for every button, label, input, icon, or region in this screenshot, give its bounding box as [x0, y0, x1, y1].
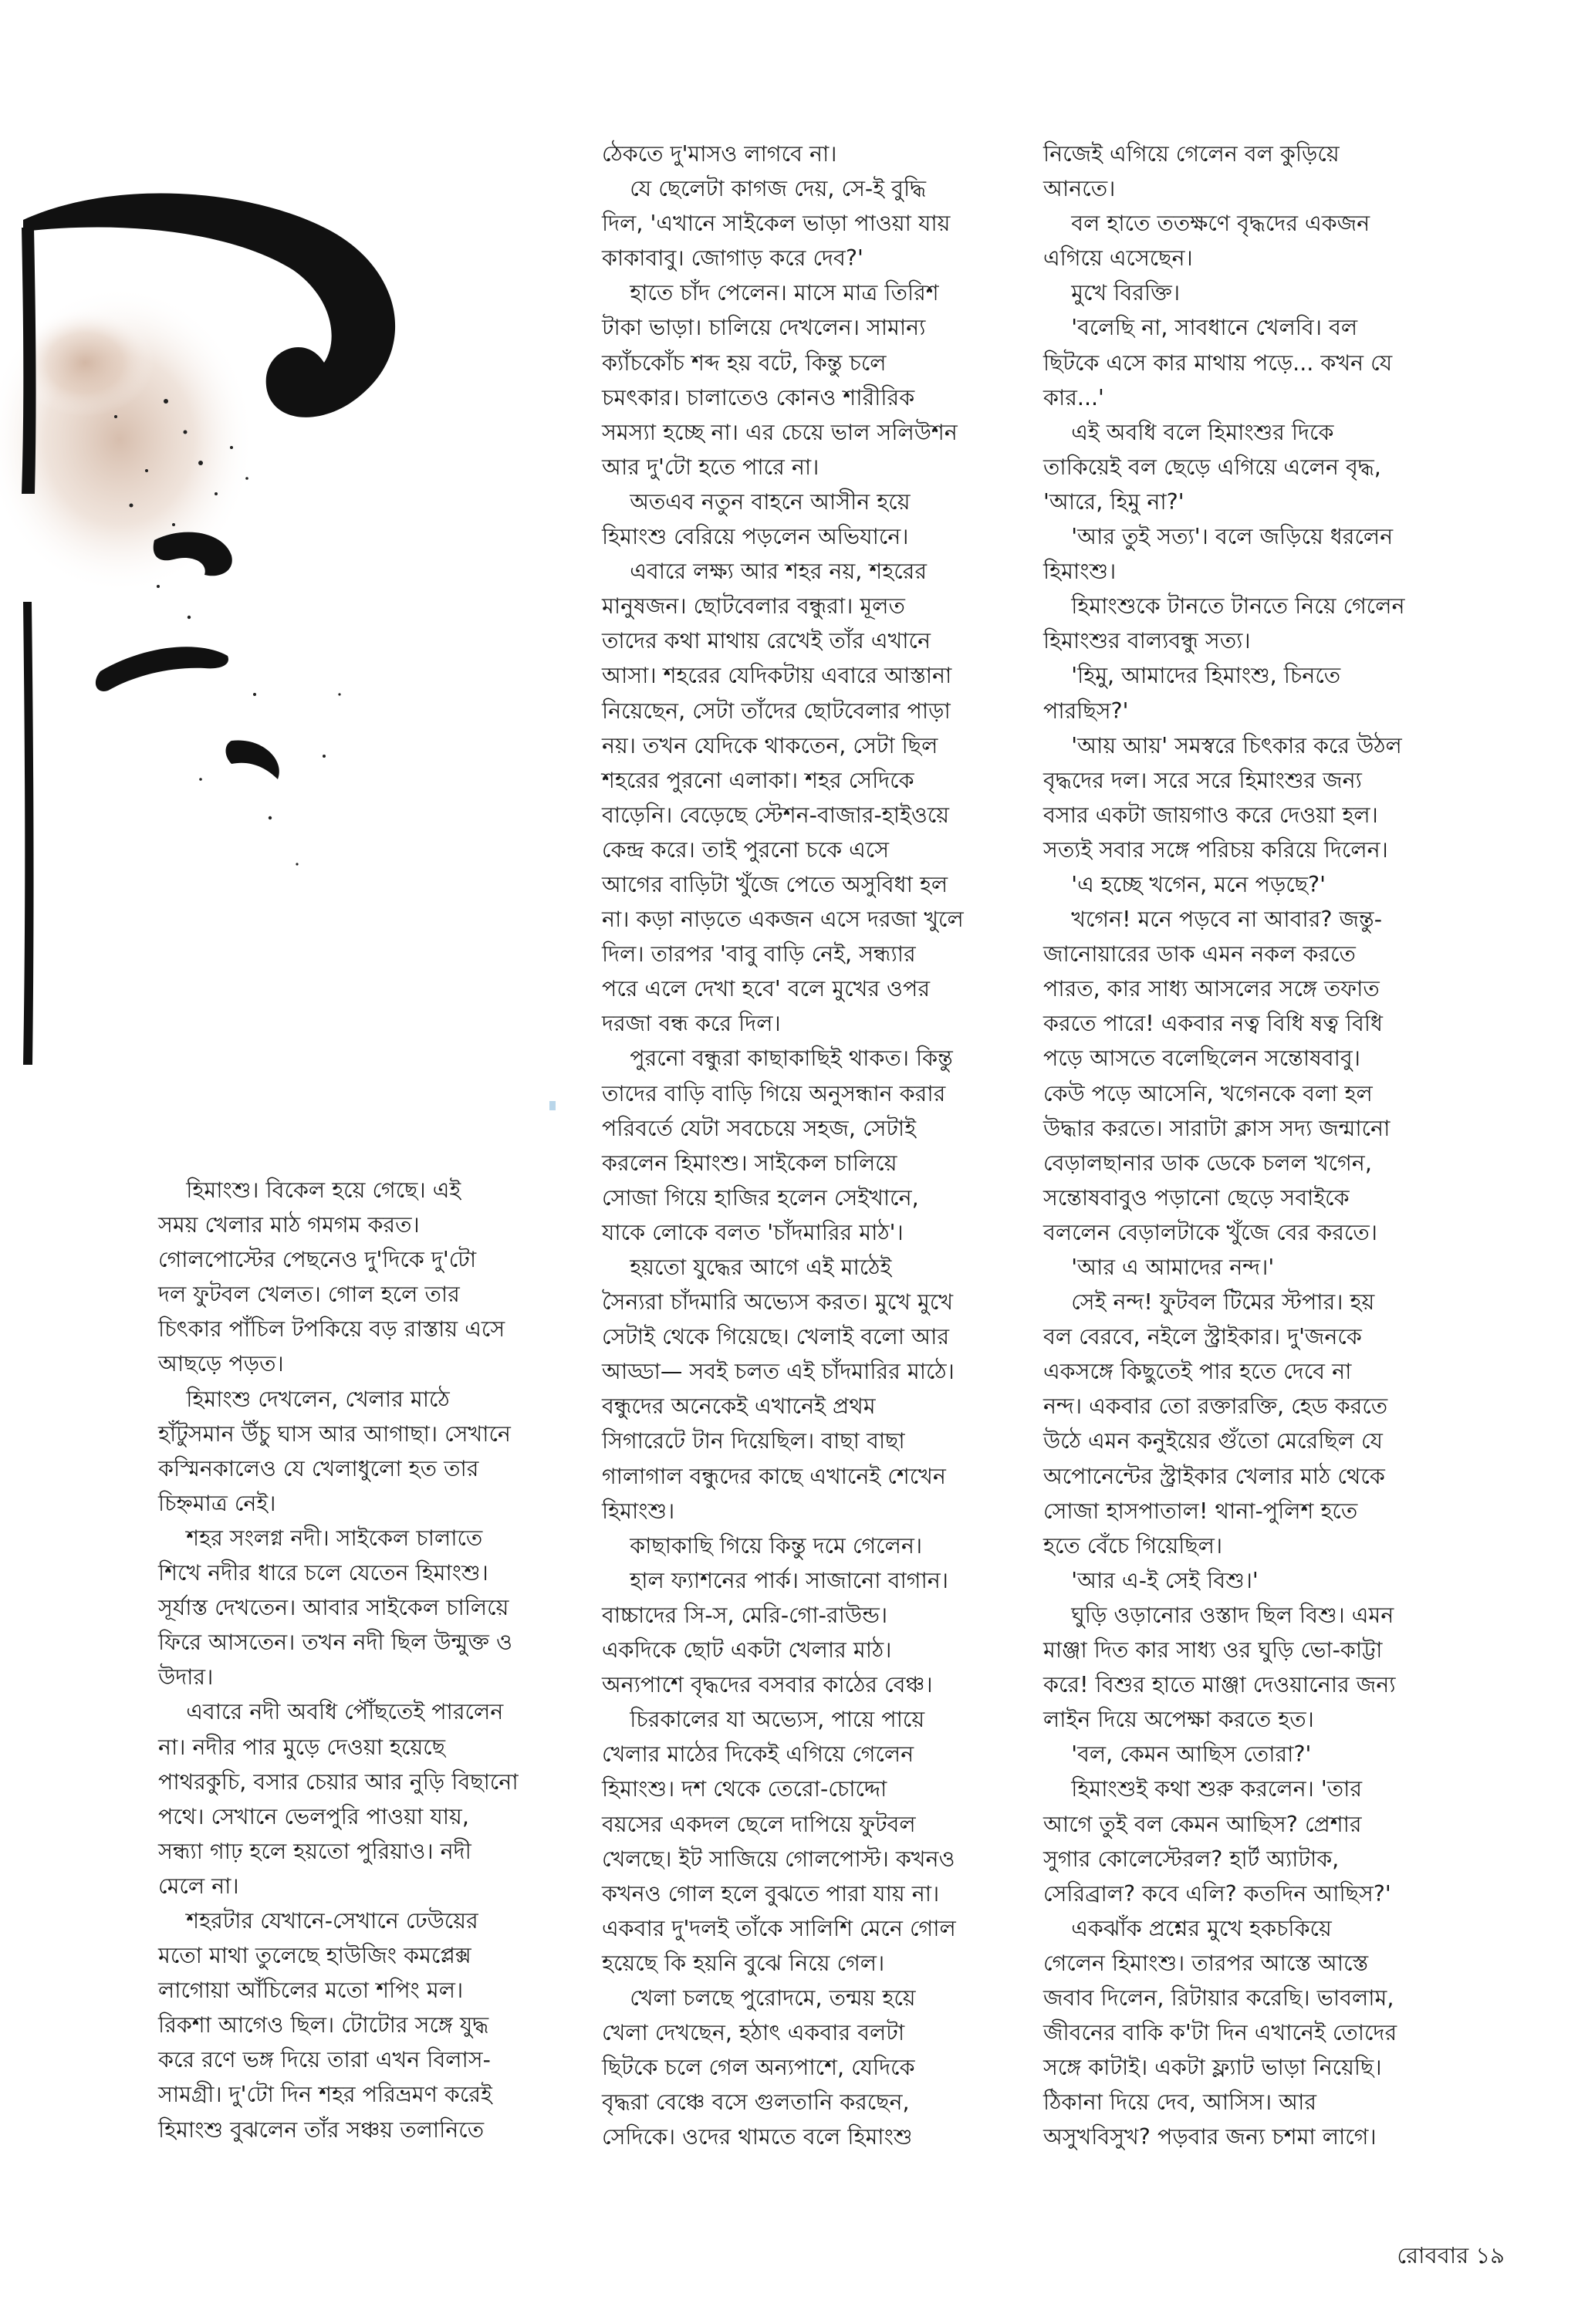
text-line: বাচ্চাদের সি-স, মেরি-গো-রাউন্ড।	[602, 1602, 888, 1628]
text-line: খেলা চলছে পুরোদমে, তন্ময় হয়ে	[602, 1985, 916, 2011]
article-column-2	[602, 137, 1034, 2154]
text-line: সমস্যা হচ্ছে না। এর চেয়ে ভাল সলিউশন	[602, 419, 958, 445]
text-line: দল ফুটবল খেলত। গোল হলে তার	[158, 1282, 460, 1308]
text-line: বেড়ালছানার ডাক ডেকে চলল খগেন,	[1043, 1150, 1372, 1176]
text-line: সূর্যাস্ত দেখতেন। আবার সাইকেল চালিয়ে	[158, 1595, 509, 1621]
text-line: কাছাকাছি গিয়ে কিন্তু দমে গেলেন।	[602, 1532, 923, 1559]
text-line: সুগার কোলেস্টেরল? হার্ট অ্যাটাক,	[1043, 1846, 1340, 1872]
text-line: বয়সের একদল ছেলে দাপিয়ে ফুটবল	[602, 1811, 916, 1837]
text-line: 'এ হচ্ছে খগেন, মনে পড়ছে?'	[1043, 871, 1326, 897]
text-line: তাদের কথা মাথায় রেখেই তাঁর এখানে	[602, 628, 931, 654]
text-line: একসঙ্গে কিছুতেই পার হতে দেবে না	[1043, 1359, 1352, 1385]
text-line: অন্যপাশে বৃদ্ধদের বসবার কাঠের বেঞ্চ।	[602, 1672, 933, 1698]
text-line: সৈন্যরা চাঁদমারি অভ্যেস করত। মুখে মুখে	[602, 1289, 954, 1316]
text-line: রিকশা আগেও ছিল। টোটোর সঙ্গে যুদ্ধ	[158, 2012, 489, 2039]
text-line: যে ছেলেটা কাগজ দেয়, সে-ই বুদ্ধি	[602, 176, 927, 202]
text-line: সেরিব্রাল? কবে এলি? কতদিন আছিস?'	[1043, 1880, 1391, 1907]
text-line: টাকা ভাড়া। চালিয়ে দেখলেন। সামান্য	[602, 315, 926, 341]
text-line: এগিয়ে এসেছেন।	[1043, 245, 1193, 272]
text-line: আসা। শহরের যেদিকটায় এবারে আস্তানা	[602, 663, 952, 689]
text-line: এবারে নদী অবধি পৌঁছতেই পারলেন	[158, 1699, 504, 1725]
text-line: সোজা হাসপাতাল! থানা-পুলিশ হতে	[1043, 1498, 1358, 1524]
text-line: তাদের বাড়ি বাড়ি গিয়ে অনুসন্ধান করার	[602, 1080, 946, 1106]
text-line: পাথরকুচি, বসার চেয়ার আর নুড়ি বিছানো	[158, 1768, 519, 1795]
text-line: মুখে বিরক্তি।	[1043, 280, 1181, 306]
text-line: সন্ধ্যা গাঢ় হলে হয়তো পুরিয়াও। নদী	[158, 1838, 471, 1864]
text-line: জীবনের বাকি ক'টা দিন এখানেই তোদের	[1043, 2020, 1397, 2046]
text-line: সঙ্গে কাটাই। একটা ফ্ল্যাট ভাড়া নিয়েছি।	[1043, 2055, 1382, 2081]
text-line: মেলে না।	[158, 1873, 239, 1899]
text-line: নিজেই এগিয়ে গেলেন বল কুড়িয়ে	[1043, 141, 1340, 167]
decorative-brush-art	[0, 0, 586, 1157]
text-line: 'আরে, হিমু না?'	[1043, 488, 1184, 515]
text-line: সত্যই সবার সঙ্গে পরিচয় করিয়ে দিলেন।	[1043, 836, 1388, 863]
text-line: উদ্ধার করতে। সারাটা ক্লাস সদ্য জন্মানো	[1043, 1115, 1391, 1141]
text-line: হাল ফ্যাশনের পার্ক। সাজানো বাগান।	[602, 1567, 948, 1593]
text-line: না। কড়া নাড়তে একজন এসে দরজা খুলে	[602, 907, 964, 933]
text-line: সেই নন্দ! ফুটবল টিমের স্টপার। হয়	[1043, 1289, 1375, 1316]
text-line: হিমাংশু।	[602, 1498, 675, 1524]
text-line: 'বল, কেমন আছিস তোরা?'	[1043, 1741, 1312, 1768]
text-line: বল হাতে ততক্ষণে বৃদ্ধদের একজন	[1043, 211, 1370, 237]
text-line: হিমাংশু বুঝলেন তাঁর সঞ্চয় তলানিতে	[158, 2116, 485, 2143]
text-line: পুরনো বন্ধুরা কাছাকাছিই থাকত। কিন্তু	[602, 1045, 953, 1072]
text-line: 'আর এ-ই সেই বিশু।'	[1043, 1567, 1259, 1593]
text-line: 'আর তুই সত্য'। বলে জড়িয়ে ধরলেন	[1043, 524, 1394, 550]
text-line: শহর সংলগ্ন নদী। সাইকেল চালাতে	[158, 1525, 483, 1551]
text-line: হাতে চাঁদ পেলেন। মাসে মাত্র তিরিশ	[602, 280, 939, 306]
text-line: কস্মিনকালেও যে খেলাধুলো হত তার	[158, 1455, 479, 1481]
text-line: মানুষজন। ছোটবেলার বন্ধুরা। মূলত	[602, 593, 905, 620]
text-line: বৃদ্ধদের দল। সরে সরে হিমাংশুর জন্য	[1043, 767, 1362, 793]
text-line: খেলার মাঠের দিকেই এগিয়ে গেলেন	[602, 1741, 914, 1768]
text-line: হতে বেঁচে গিয়েছিল।	[1043, 1532, 1223, 1559]
text-line: হিমাংশু। দশ থেকে তেরো-চোদ্দো	[602, 1776, 887, 1802]
text-line: সিগারেটে টান দিয়েছিল। বাছা বাছা	[602, 1428, 905, 1454]
text-line: আছড়ে পড়ত।	[158, 1351, 284, 1377]
text-line: হিমাংশু দেখলেন, খেলার মাঠে	[158, 1386, 450, 1412]
text-line: ঠেকতে দু'মাসও লাগবে না।	[602, 141, 837, 167]
text-line: করতে পারে! একবার নত্ব বিধি ষত্ব বিধি	[1043, 1011, 1383, 1037]
text-line: জবাব দিলেন, রিটায়ার করেছি। ভাবলাম,	[1043, 1985, 1394, 2011]
text-line: লাইন দিয়ে অপেক্ষা করতে হত।	[1043, 1707, 1314, 1733]
text-line: অতএব নতুন বাহনে আসীন হয়ে	[602, 488, 911, 515]
text-line: একবার দু'দলই তাঁকে সালিশি মেনে গোল	[602, 1915, 956, 1941]
text-line: লাগোয়া আঁচিলের মতো শপিং মল।	[158, 1978, 464, 2004]
text-line: গেলেন হিমাংশু। তারপর আস্তে আস্তে	[1043, 1950, 1369, 1976]
text-line: এই অবধি বলে হিমাংশুর দিকে	[1043, 419, 1334, 445]
text-line: খগেন! মনে পড়বে না আবার? জন্তু-	[1043, 907, 1382, 933]
text-line: চিহ্নমাত্র নেই।	[158, 1490, 276, 1516]
text-line: চমৎকার। চালাতেও কোনও শারীরিক	[602, 384, 915, 410]
text-line: পথে। সেখানে ভেলপুরি পাওয়া যায়,	[158, 1803, 469, 1829]
text-line: কার...'	[1043, 384, 1104, 410]
text-line: উঠে এমন কনুইয়ের গুঁতো মেরেছিল যে	[1043, 1428, 1383, 1454]
text-line: করে! বিশুর হাতে মাঞ্জা দেওয়ানোর জন্য	[1043, 1672, 1396, 1698]
text-line: ঘুড়ি ওড়ানোর ওস্তাদ ছিল বিশু। এমন	[1043, 1602, 1394, 1628]
text-line: সোজা গিয়ে হাজির হলেন সেইখানে,	[602, 1184, 919, 1211]
text-line: 'হিমু, আমাদের হিমাংশু, চিনতে	[1043, 663, 1341, 689]
text-line: উদার।	[158, 1664, 214, 1691]
text-line: কাকাবাবু। জোগাড় করে দেব?'	[602, 245, 863, 272]
text-line: জানোয়ারের ডাক এমন নকল করতে	[1043, 941, 1356, 968]
text-line: চিরকালের যা অভ্যেস, পায়ে পায়ে	[602, 1707, 925, 1733]
text-line: যাকে লোকে বলত 'চাঁদমারির মাঠ'।	[602, 1219, 904, 1245]
text-line: ঠিকানা দিয়ে দেব, আসিস। আর	[1043, 2089, 1317, 2116]
text-line: শহরটার যেখানে-সেখানে ঢেউয়ের	[158, 1907, 478, 1934]
text-line: আনতে।	[1043, 176, 1116, 202]
article-column-1	[158, 1173, 567, 2147]
text-line: খেলা দেখছেন, হঠাৎ একবার বলটা	[602, 2020, 905, 2046]
text-line: হয়তো যুদ্ধের আগে এই মাঠেই	[602, 1255, 892, 1280]
text-line: পড়ে আসতে বলেছিলেন সন্তোষবাবু।	[1043, 1045, 1360, 1072]
text-line: মাঞ্জা দিত কার সাধ্য ওর ঘুড়ি ভো-কাট্টা	[1043, 1637, 1383, 1664]
text-line: পরিবর্তে যেটা সবচেয়ে সহজ, সেটাই	[602, 1115, 917, 1141]
text-line: করলেন হিমাংশু। সাইকেল চালিয়ে	[602, 1150, 897, 1176]
text-line: নয়। তখন যেদিকে থাকতেন, সেটা ছিল	[602, 732, 938, 758]
text-line: বাড়েনি। বেড়েছে স্টেশন-বাজার-হাইওয়ে	[602, 802, 950, 828]
text-line: আগে তুই বল কেমন আছিস? প্রেশার	[1043, 1811, 1362, 1837]
text-line: হাঁটুসমান উঁচু ঘাস আর আগাছা। সেখানে	[158, 1420, 511, 1447]
page-folio: রোববার ১৯	[1397, 2242, 1505, 2268]
text-line: পরে এলে দেখা হবে' বলে মুখের ওপর	[602, 976, 931, 1002]
text-line: পারত, কার সাধ্য আসলের সঙ্গে তফাত	[1043, 976, 1380, 1002]
text-line: নিয়েছেন, সেটা তাঁদের ছোটবেলার পাড়া	[602, 698, 951, 724]
text-line: হিমাংশুর বাল্যবন্ধু সত্য।	[1043, 628, 1251, 654]
text-line: সময় খেলার মাঠ গমগম করত।	[158, 1212, 420, 1238]
article-column-3	[1043, 137, 1475, 2154]
text-line: দিল। তারপর 'বাবু বাড়ি নেই, সন্ধ্যার	[602, 941, 916, 968]
text-line: 'বলেছি না, সাবধানে খেলবি। বল	[1043, 315, 1358, 341]
text-line: সামগ্রী। দু'টো দিন শহর পরিভ্রমণ করেই	[158, 2082, 492, 2108]
text-line: ছিটকে চলে গেল অন্যপাশে, যেদিকে	[602, 2055, 915, 2081]
text-line: হিমাংশু বেরিয়ে পড়লেন অভিযানে।	[602, 524, 909, 550]
text-line: অপোনেন্টের স্ট্রাইকার খেলার মাঠ থেকে	[1043, 1463, 1385, 1489]
text-line: ক্যাঁচকোঁচ শব্দ হয় বটে, কিন্তু চলে	[602, 350, 887, 376]
text-line: আড্ডা— সবই চলত এই চাঁদমারির মাঠে।	[602, 1359, 955, 1385]
text-line: 'আর এ আমাদের নন্দ।'	[1043, 1255, 1275, 1280]
text-line: সেটাই থেকে গিয়েছে। খেলাই বলো আর	[602, 1324, 950, 1350]
text-line: হিমাংশু। বিকেল হয়ে গেছে। এই	[158, 1177, 461, 1203]
text-line: হয়েছে কি হয়নি বুঝে নিয়ে গেল।	[602, 1950, 885, 1976]
text-line: তাকিয়েই বল ছেড়ে এগিয়ে এলেন বৃদ্ধ,	[1043, 454, 1381, 480]
text-line: গালাগাল বন্ধুদের কাছে এখানেই শেখেন	[602, 1463, 946, 1489]
text-line: চিৎকার পাঁচিল টপকিয়ে বড় রাস্তায় এসে	[158, 1316, 505, 1343]
text-line: বললেন বেড়ালটাকে খুঁজে বের করতে।	[1043, 1219, 1377, 1245]
text-line: বৃদ্ধরা বেঞ্চে বসে গুলতানি করছেন,	[602, 2089, 910, 2116]
text-line: হিমাংশুকে টানতে টানতে নিয়ে গেলেন	[1043, 593, 1405, 620]
text-line: শিখে নদীর ধারে চলে যেতেন হিমাংশু।	[158, 1560, 488, 1586]
text-line: একদিকে ছোট একটা খেলার মাঠ।	[602, 1637, 892, 1664]
text-line: মতো মাথা তুলেছে হাউজিং কমপ্লেক্স	[158, 1943, 471, 1969]
text-line: বন্ধুদের অনেকেই এখানেই প্রথম	[602, 1393, 876, 1420]
text-line: খেলছে। ইট সাজিয়ে গোলপোস্ট। কখনও	[602, 1846, 955, 1872]
text-line: আগের বাড়িটা খুঁজে পেতে অসুবিধা হল	[602, 871, 948, 897]
text-line: শহরের পুরনো এলাকা। শহর সেদিকে	[602, 767, 914, 793]
text-line: কেউ পড়ে আসেনি, খগেনকে বলা হল	[1043, 1080, 1373, 1106]
text-line: একঝাঁক প্রশ্নের মুখে হকচকিয়ে	[1043, 1915, 1332, 1941]
text-line: করে রণে ভঙ্গ দিয়ে তারা এখন বিলাস-	[158, 2047, 491, 2073]
text-line: কেন্দ্র করে। তাই পুরনো চকে এসে	[602, 836, 890, 863]
text-line: আর দু'টো হতে পারে না।	[602, 454, 819, 480]
text-line: ছিটকে এসে কার মাথায় পড়ে... কখন যে	[1043, 350, 1393, 376]
text-line: 'আয় আয়' সমস্বরে চিৎকার করে উঠল	[1043, 732, 1402, 758]
text-line: সেদিকে। ওদের থামতে বলে হিমাংশু	[602, 2124, 913, 2150]
text-line: কখনও গোল হলে বুঝতে পারা যায় না।	[602, 1880, 940, 1907]
text-line: বল বেরবে, নইলে স্ট্রাইকার। দু'জনকে	[1043, 1324, 1362, 1350]
text-line: নন্দ। একবার তো রক্তারক্তি, হেড করতে	[1043, 1393, 1388, 1420]
text-line: দরজা বন্ধ করে দিল।	[602, 1011, 781, 1037]
text-line: হিমাংশু।	[1043, 559, 1117, 585]
text-line: সন্তোষবাবুও পড়ানো ছেড়ে সবাইকে	[1043, 1184, 1350, 1211]
text-line: হিমাংশুই কথা শুরু করলেন। 'তার	[1043, 1776, 1363, 1802]
text-line: দিল, 'এখানে সাইকেল ভাড়া পাওয়া যায়	[602, 211, 951, 237]
text-line: ফিরে আসতেন। তখন নদী ছিল উন্মুক্ত ও	[158, 1630, 512, 1656]
text-line: এবারে লক্ষ্য আর শহর নয়, শহরের	[602, 559, 927, 585]
text-line: গোলপোস্টের পেছনেও দু'দিকে দু'টো	[158, 1247, 477, 1273]
text-line: পারছিস?'	[1043, 698, 1129, 724]
text-line: অসুখবিসুখ? পড়বার জন্য চশমা লাগে।	[1043, 2124, 1377, 2150]
text-line: না। নদীর পার মুড়ে দেওয়া হয়েছে	[158, 1734, 445, 1760]
text-line: বসার একটা জায়গাও করে দেওয়া হল।	[1043, 802, 1378, 828]
